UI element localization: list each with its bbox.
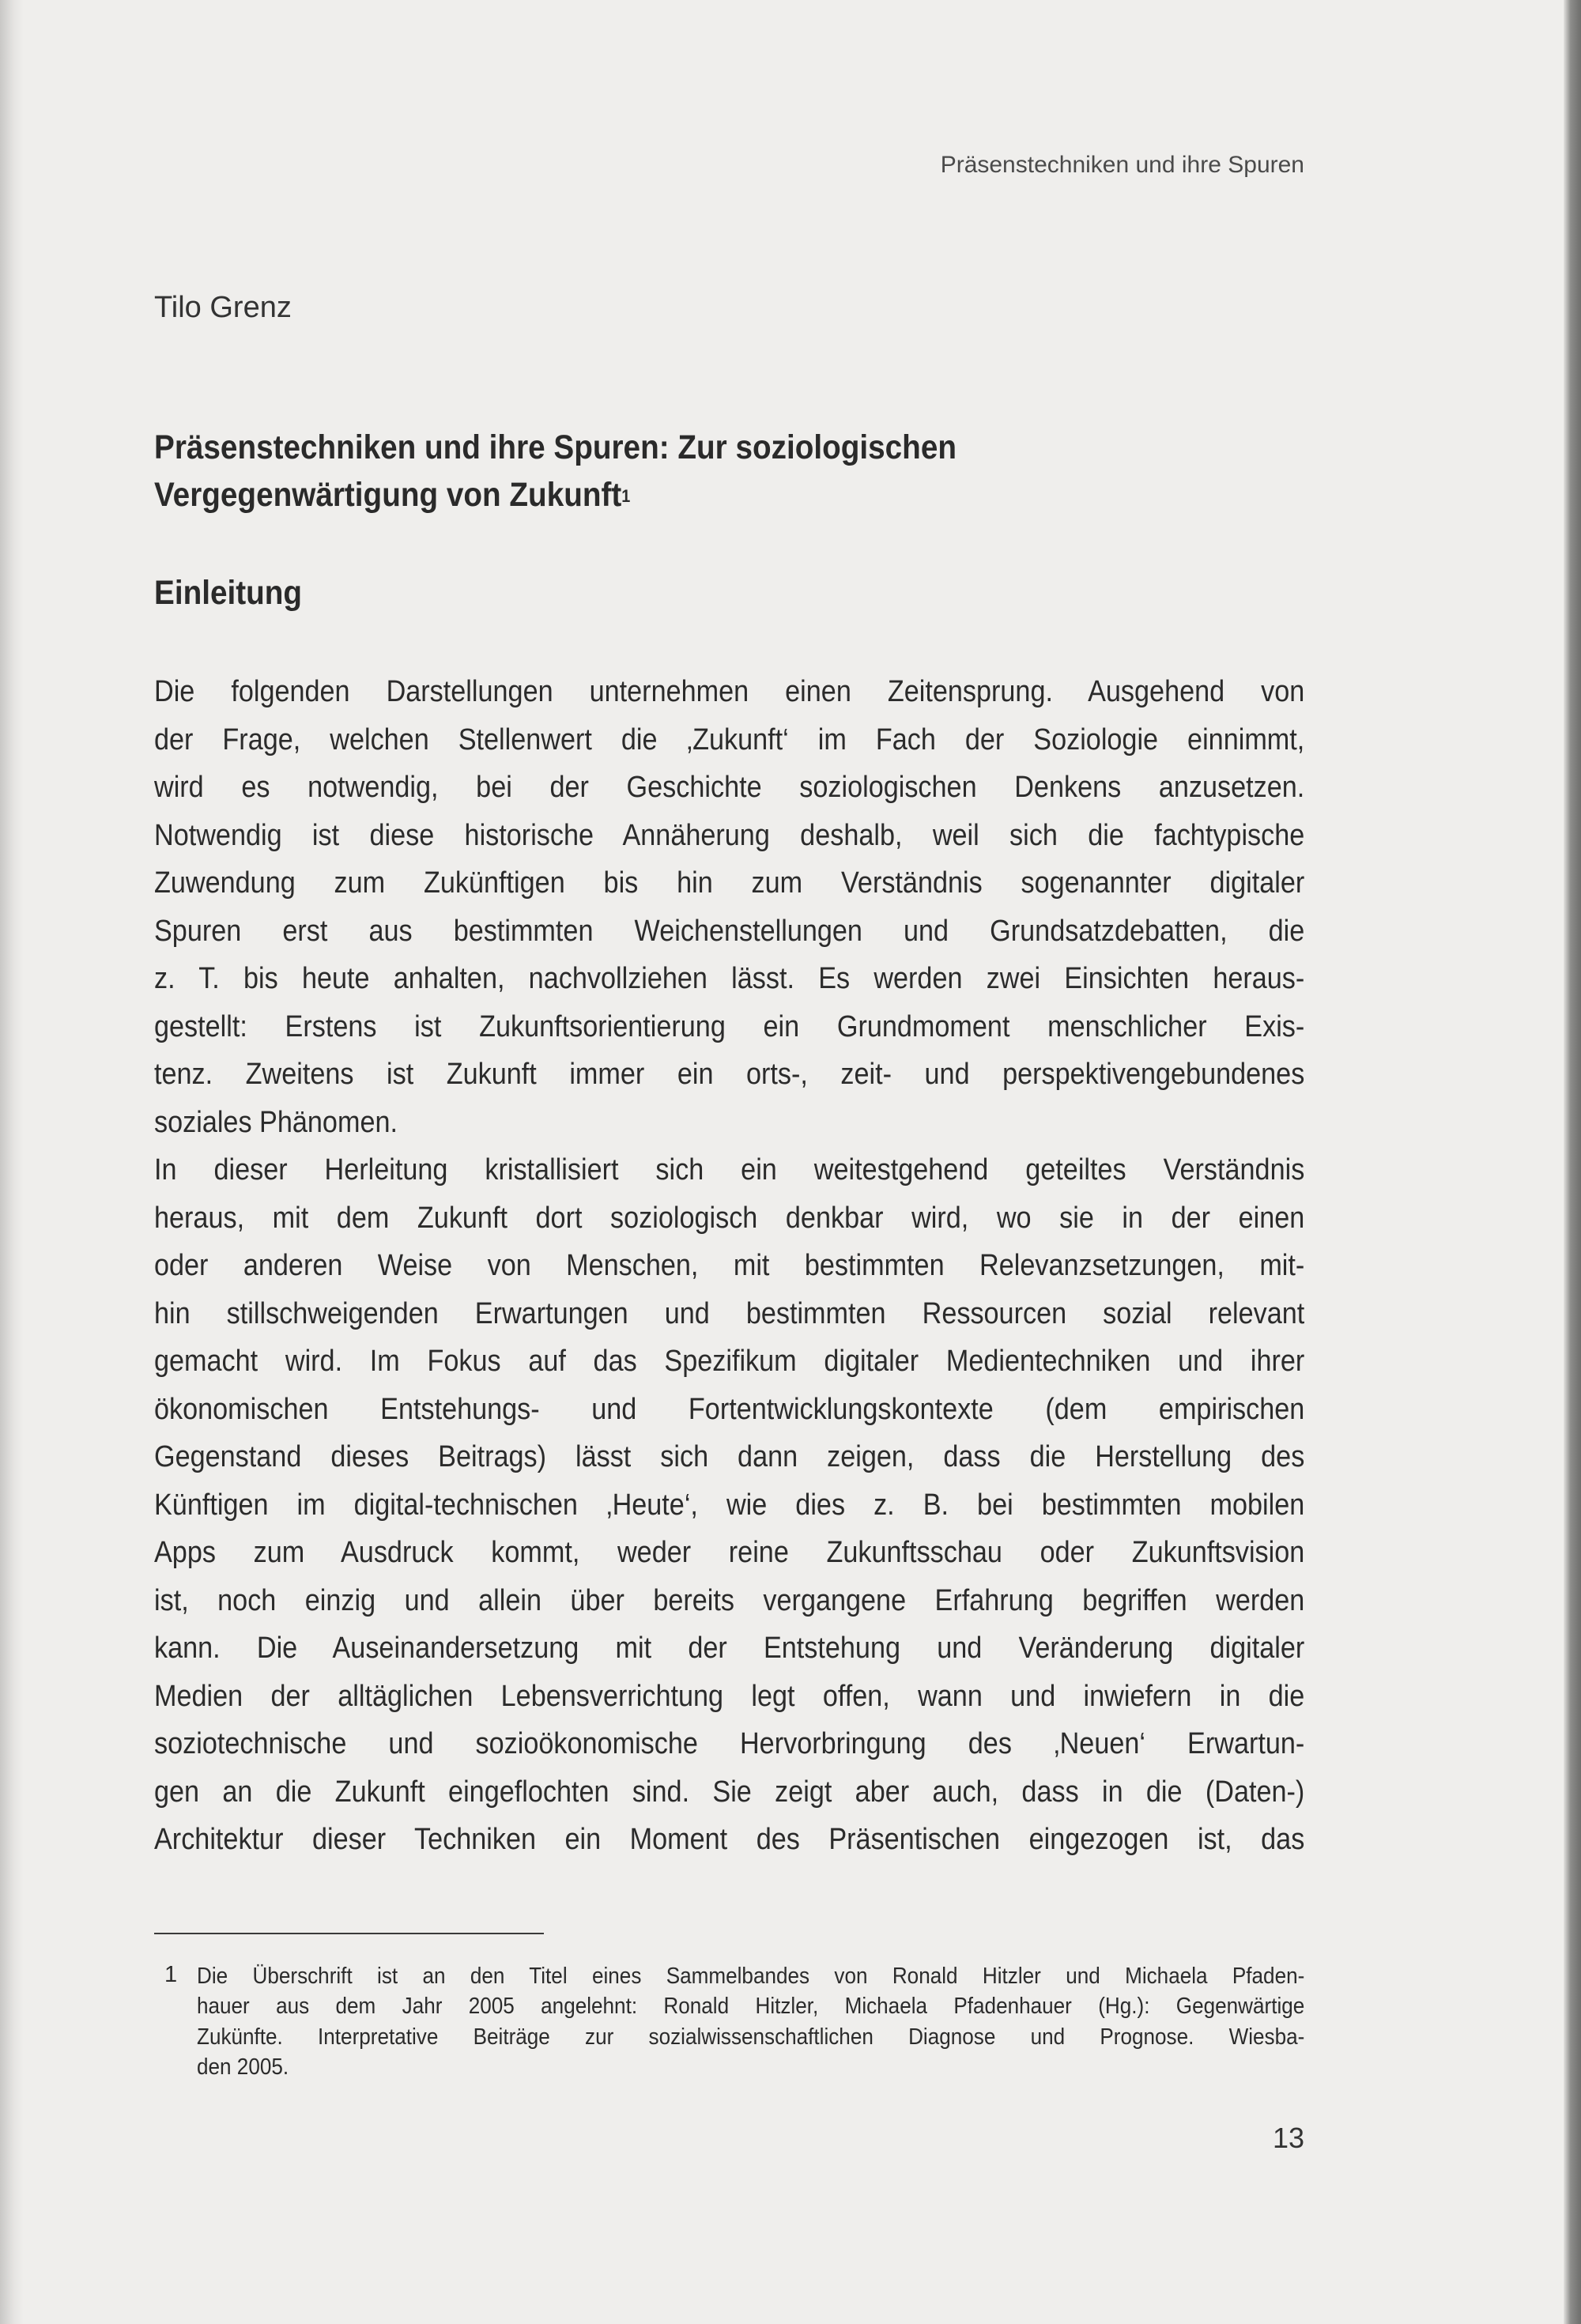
text-line: Gegenstand dieses Beitrags) lässt sich dann zeigen, dass die Herstellung des — [154, 1440, 1305, 1473]
text-line: In dieser Herleitung kristallisiert sich ein weitestgehend geteiltes Verständnis — [154, 1153, 1305, 1187]
page-left-edge — [0, 0, 24, 2324]
text-line: ökonomischen Entstehungs- und Fortentwicklungskontexte (dem empirischen — [154, 1392, 1305, 1426]
text-line: Zukünfte. Interpretative Beiträge zur sozialwissenschaftlichen Diagnose und Prognose. Wiesba- — [197, 2024, 1305, 2050]
title-line-1: Präsenstechniken und ihre Spuren: Zur soziologischen — [154, 428, 957, 466]
text-line: Spuren erst aus bestimmten Weichenstellungen und Grundsatzdebatten, die — [154, 914, 1305, 948]
footnote-reference[interactable]: 1 — [621, 486, 631, 506]
text-line: ist, noch einzig und allein über bereits vergangene Erfahrung begriffen werden — [154, 1583, 1305, 1617]
text-line: tenz. Zweitens ist Zukunft immer ein orts-, zeit- und perspektivengebundenes — [154, 1058, 1305, 1091]
text-line: Apps zum Ausdruck kommt, weder reine Zukunftsschau oder Zukunftsvision — [154, 1536, 1305, 1569]
text-line: Architektur dieser Techniken ein Moment des Präsentischen eingezogen ist, das — [154, 1823, 1305, 1856]
text-line: Die folgenden Darstellungen unternehmen einen Zeitensprung. Ausgehend von — [154, 675, 1305, 708]
text-line: gen an die Zukunft eingeflochten sind. Sie zeigt aber auch, dass in die (Daten-) — [154, 1775, 1305, 1809]
text-line: soziotechnische und sozioökonomische Hervorbringung des ‚Neuen‘ Erwartun- — [154, 1727, 1305, 1760]
author-name: Tilo Grenz — [154, 291, 292, 324]
body-text — [154, 668, 1304, 1864]
text-line: Künftigen im digital-technischen ‚Heute‘, wie dies z. B. bei bestimmten mobilen — [154, 1488, 1305, 1522]
text-line: Notwendig ist diese historische Annäherung deshalb, weil sich die fachtypische — [154, 818, 1305, 852]
text-line: hin stillschweigenden Erwartungen und bestimmten Ressourcen sozial relevant — [154, 1296, 1305, 1330]
text-line: oder anderen Weise von Menschen, mit bestimmten Relevanzsetzungen, mit- — [154, 1249, 1305, 1282]
text-line: hauer aus dem Jahr 2005 angelehnt: Ronald Hitzler, Michaela Pfadenhauer (Hg.): Gegenwärtige — [197, 1994, 1305, 2020]
page-number: 13 — [1272, 2122, 1304, 2154]
text-line: gemacht wird. Im Fokus auf das Spezifikum digitaler Medientechniken und ihrer — [154, 1345, 1305, 1378]
text-line: der Frage, welchen Stellenwert die ‚Zukunft‘ im Fach der Soziologie einnimmt, — [154, 722, 1305, 756]
text-line: soziales Phänomen. — [154, 1105, 398, 1139]
text-line: heraus, mit dem Zukunft dort soziologisch denkbar wird, wo sie in der einen — [154, 1201, 1305, 1235]
footnote-text — [197, 1961, 1304, 2082]
text-line: wird es notwendig, bei der Geschichte soziologischen Denkens anzusetzen. — [154, 771, 1305, 804]
footnote-divider — [154, 1933, 544, 1934]
text-line: den 2005. — [197, 2054, 289, 2080]
title-line-2-text: Vergegenwärtigung von Zukunft — [154, 476, 622, 514]
section-heading: Einleitung — [154, 574, 303, 612]
running-head: Präsenstechniken und ihre Spuren — [940, 152, 1304, 178]
text-line: gestellt: Erstens ist Zukunftsorientierung ein Grundmoment menschlicher Exis- — [154, 1009, 1305, 1043]
text-line: kann. Die Auseinandersetzung mit der Entstehung und Veränderung digitaler — [154, 1632, 1305, 1665]
page-right-edge — [1564, 0, 1581, 2324]
footnote-number: 1 — [164, 1962, 178, 1987]
text-line: z. T. bis heute anhalten, nachvollziehen lässt. Es werden zwei Einsichten heraus- — [154, 962, 1305, 995]
text-line: Die Überschrift ist an den Titel eines Sammelbandes von Ronald Hitzler und Michaela Pfaden- — [197, 1964, 1305, 1989]
title-line-2 — [154, 471, 1304, 519]
text-line: Zuwendung zum Zukünftigen bis hin zum Verständnis sogenannter digitaler — [154, 866, 1305, 900]
article-title — [154, 424, 1304, 519]
text-line: Medien der alltäglichen Lebensverrichtung legt offen, wann und inwiefern in die — [154, 1679, 1305, 1713]
